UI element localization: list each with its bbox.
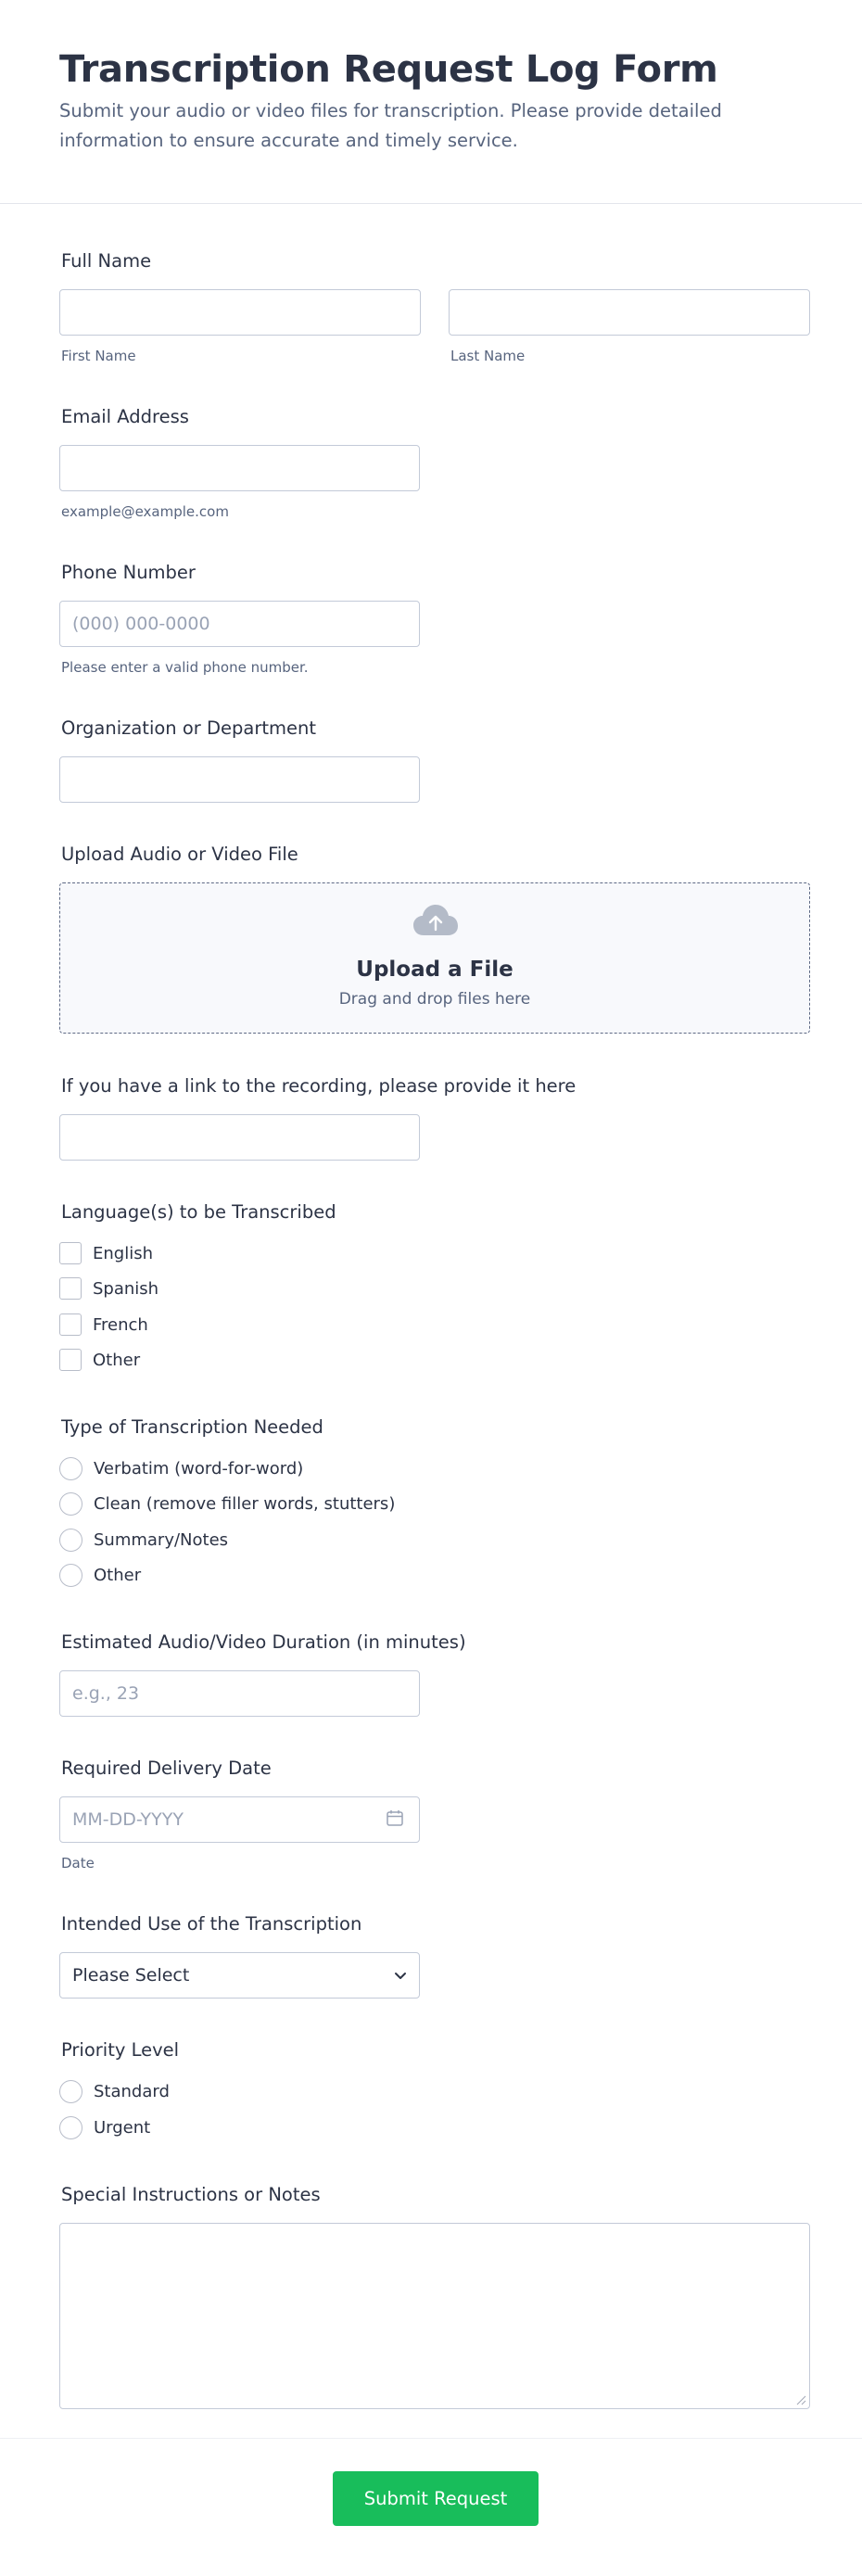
upload-label: Upload Audio or Video File bbox=[61, 844, 298, 865]
delivery-date-sublabel: Date bbox=[61, 1855, 95, 1872]
last-name-sublabel: Last Name bbox=[450, 348, 526, 364]
first-name-sublabel: First Name bbox=[61, 348, 136, 364]
languages-label: Language(s) to be Transcribed bbox=[61, 1201, 336, 1223]
language-option-other[interactable]: Other bbox=[59, 1348, 140, 1372]
type-option-other[interactable]: Other bbox=[59, 1563, 141, 1587]
submit-button[interactable]: Submit Request bbox=[333, 2471, 539, 2526]
radio-button[interactable] bbox=[59, 1564, 82, 1587]
type-option-summary[interactable]: Summary/Notes bbox=[59, 1528, 228, 1552]
priority-option-urgent[interactable]: Urgent bbox=[59, 2115, 150, 2139]
upload-title: Upload a File bbox=[356, 958, 513, 982]
language-option-spanish[interactable]: Spanish bbox=[59, 1276, 158, 1301]
notes-label: Special Instructions or Notes bbox=[61, 2184, 321, 2205]
form-header bbox=[0, 0, 862, 204]
recording-link-label: If you have a link to the recording, please provide it here bbox=[61, 1075, 577, 1097]
radio-button[interactable] bbox=[59, 2080, 82, 2103]
radio-button[interactable] bbox=[59, 2116, 82, 2139]
duration-input[interactable] bbox=[59, 1670, 420, 1717]
intended-use-selected: Please Select bbox=[72, 1965, 190, 1986]
checkbox[interactable] bbox=[59, 1242, 82, 1264]
organization-label: Organization or Department bbox=[61, 717, 317, 739]
delivery-date-input[interactable] bbox=[59, 1796, 420, 1843]
radio-button[interactable] bbox=[59, 1457, 82, 1480]
type-option-clean[interactable]: Clean (remove filler words, stutters) bbox=[59, 1491, 395, 1516]
file-upload-dropzone[interactable] bbox=[59, 882, 810, 1034]
page-title: Transcription Request Log Form bbox=[59, 48, 718, 91]
email-field[interactable] bbox=[59, 445, 420, 491]
priority-option-standard[interactable]: Standard bbox=[59, 2079, 170, 2103]
phone-sublabel: Please enter a valid phone number. bbox=[61, 659, 309, 676]
duration-label: Estimated Audio/Video Duration (in minutes) bbox=[61, 1631, 466, 1653]
delivery-date-label: Required Delivery Date bbox=[61, 1758, 272, 1779]
full-name-label: Full Name bbox=[61, 250, 152, 272]
phone-label: Phone Number bbox=[61, 562, 196, 583]
last-name-input[interactable] bbox=[449, 289, 810, 336]
page-subtitle: Submit your audio or video files for transcription. Please provide detailed information to ensure accurate and timely service. bbox=[59, 100, 722, 151]
transcription-type-label: Type of Transcription Needed bbox=[61, 1416, 323, 1438]
email-label: Email Address bbox=[61, 406, 189, 427]
checkbox[interactable] bbox=[59, 1349, 82, 1371]
chevron-down-icon bbox=[393, 1968, 408, 1983]
cloud-upload-icon bbox=[412, 904, 459, 937]
first-name-input[interactable] bbox=[59, 289, 421, 336]
recording-link-input[interactable] bbox=[59, 1114, 420, 1161]
upload-subtitle: Drag and drop files here bbox=[338, 990, 531, 1009]
priority-label: Priority Level bbox=[61, 2039, 180, 2061]
intended-use-label: Intended Use of the Transcription bbox=[61, 1913, 362, 1935]
calendar-icon[interactable] bbox=[386, 1808, 404, 1827]
checkbox[interactable] bbox=[59, 1277, 82, 1300]
language-option-english[interactable]: English bbox=[59, 1241, 153, 1265]
language-option-french[interactable]: French bbox=[59, 1313, 148, 1337]
organization-input[interactable] bbox=[59, 756, 420, 803]
checkbox[interactable] bbox=[59, 1313, 82, 1336]
notes-textarea[interactable] bbox=[59, 2223, 810, 2409]
resize-grip-icon[interactable] bbox=[793, 2392, 806, 2405]
radio-button[interactable] bbox=[59, 1492, 82, 1516]
type-option-verbatim[interactable]: Verbatim (word-for-word) bbox=[59, 1456, 303, 1480]
intended-use-select[interactable] bbox=[59, 1952, 420, 1999]
radio-button[interactable] bbox=[59, 1529, 82, 1552]
phone-input[interactable] bbox=[59, 601, 420, 647]
email-sublabel: example@example.com bbox=[61, 503, 229, 520]
